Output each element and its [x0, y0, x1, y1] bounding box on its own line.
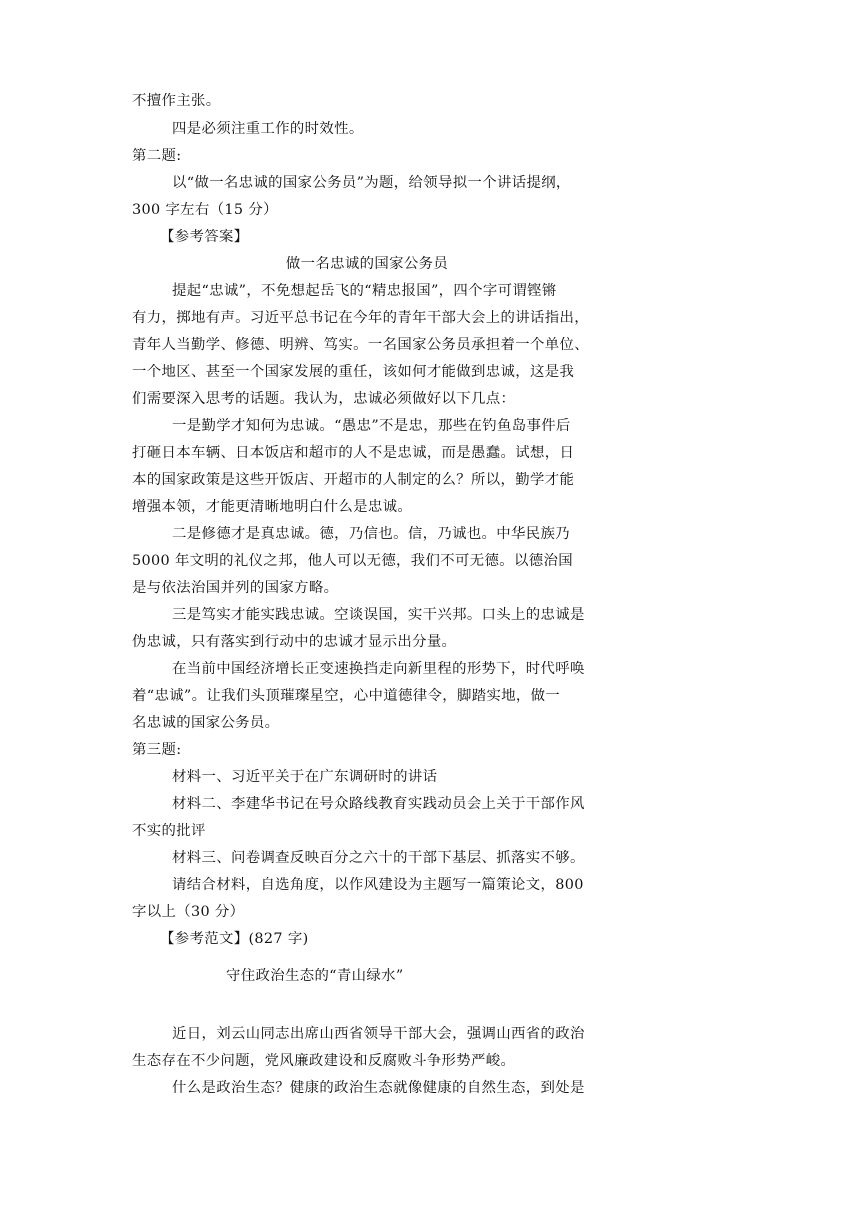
text-line: 们需要深入思考的话题。我认为，忠诚必须做好以下几点： — [132, 391, 516, 407]
text-line: 材料二、李建华书记在号众路线教育实践动员会上关于干部作风 — [172, 796, 585, 812]
text-line: 字以上（30 分） — [132, 904, 245, 920]
answer-label: 【参考答案】 — [160, 229, 249, 245]
text-line: 一个地区、甚至一个国家发展的重任，该如何才能做到忠诚，这是我 — [132, 364, 575, 380]
text-line: 在当前中国经济增长正变速换挡走向新里程的形势下，时代呼唤 — [172, 661, 585, 677]
text-line: 二是修德才是真忠诚。德，乃信也。信，乃诚也。中华民族乃 — [172, 526, 570, 542]
text-line: 以“做一名忠诚的国家公务员”为题，给领导拟一个讲话提纲， — [172, 175, 571, 191]
text-line: 提起“忠诚”，不免想起岳飞的“精忠报国”，四个字可谓铿锵 — [172, 283, 557, 299]
text-line: 四是必须注重工作的时效性。 — [172, 121, 364, 137]
text-line: 着“忠诚”。让我们头顶璀璨星空，心中道德律令，脚踏实地，做一 — [132, 688, 561, 704]
text-line: 材料一、习近平关于在广东调研时的讲话 — [172, 769, 438, 785]
text-line: 名忠诚的国家公务员。 — [132, 715, 280, 731]
text-line: 生态存在不少问题，党风廉政建设和反腐败斗争形势严峻。 — [132, 1053, 516, 1069]
text-line: 不实的批评 — [132, 823, 206, 839]
text-line: 有力，掷地有声。习近平总书记在今年的青年干部大会上的讲话指出， — [132, 310, 589, 326]
text-line: 青年人当勤学、修德、明辨、笃实。一名国家公务员承担着一个单位、 — [132, 337, 589, 353]
essay-title: 做一名忠诚的国家公务员 — [285, 256, 449, 272]
text-line: 打砸日本车辆、日本饭店和超市的人不是忠诚，而是愚蠢。试想，日 — [132, 445, 575, 461]
text-line: 是与依法治国并列的国家方略。 — [132, 580, 339, 596]
essay-title: 守住政治生态的“青山绿水” — [226, 968, 404, 984]
text-line: 近日，刘云山同志出席山西省领导干部大会，强调山西省的政治 — [172, 1026, 585, 1042]
text-line: 材料三、问卷调查反映百分之六十的干部下基层、抓落实不够。 — [172, 850, 585, 866]
text-line: 增强本领，才能更清晰地明白什么是忠诚。 — [132, 499, 413, 515]
text-line: 伪忠诚，只有落实到行动中的忠诚才显示出分量。 — [132, 634, 457, 650]
section-heading: 第二题: — [132, 148, 182, 164]
text-line: 请结合材料，自选角度，以作风建设为主题写一篇策论文，800 — [172, 877, 584, 893]
text-line: 什么是政治生态？健康的政治生态就像健康的自然生态，到处是 — [172, 1080, 585, 1096]
section-heading: 第三题: — [132, 742, 182, 758]
text-line: 本的国家政策是这些开饭店、开超市的人制定的么？所以，勤学才能 — [132, 472, 575, 488]
sample-essay-label: 【参考范文】(827 字) — [160, 931, 309, 947]
text-line: 不擅作主张。 — [132, 93, 221, 109]
text-line: 三是笃实才能实践忠诚。空谈误国，实干兴邦。口头上的忠诚是 — [172, 607, 585, 623]
text-line: 5000 年文明的礼仪之邦，他人可以无德，我们不可无德。以德治国 — [132, 553, 573, 569]
text-line: 300 字左右（15 分） — [132, 202, 278, 218]
text-line: 一是勤学才知何为忠诚。“愚忠”不是忠，那些在钓鱼岛事件后 — [172, 418, 571, 434]
